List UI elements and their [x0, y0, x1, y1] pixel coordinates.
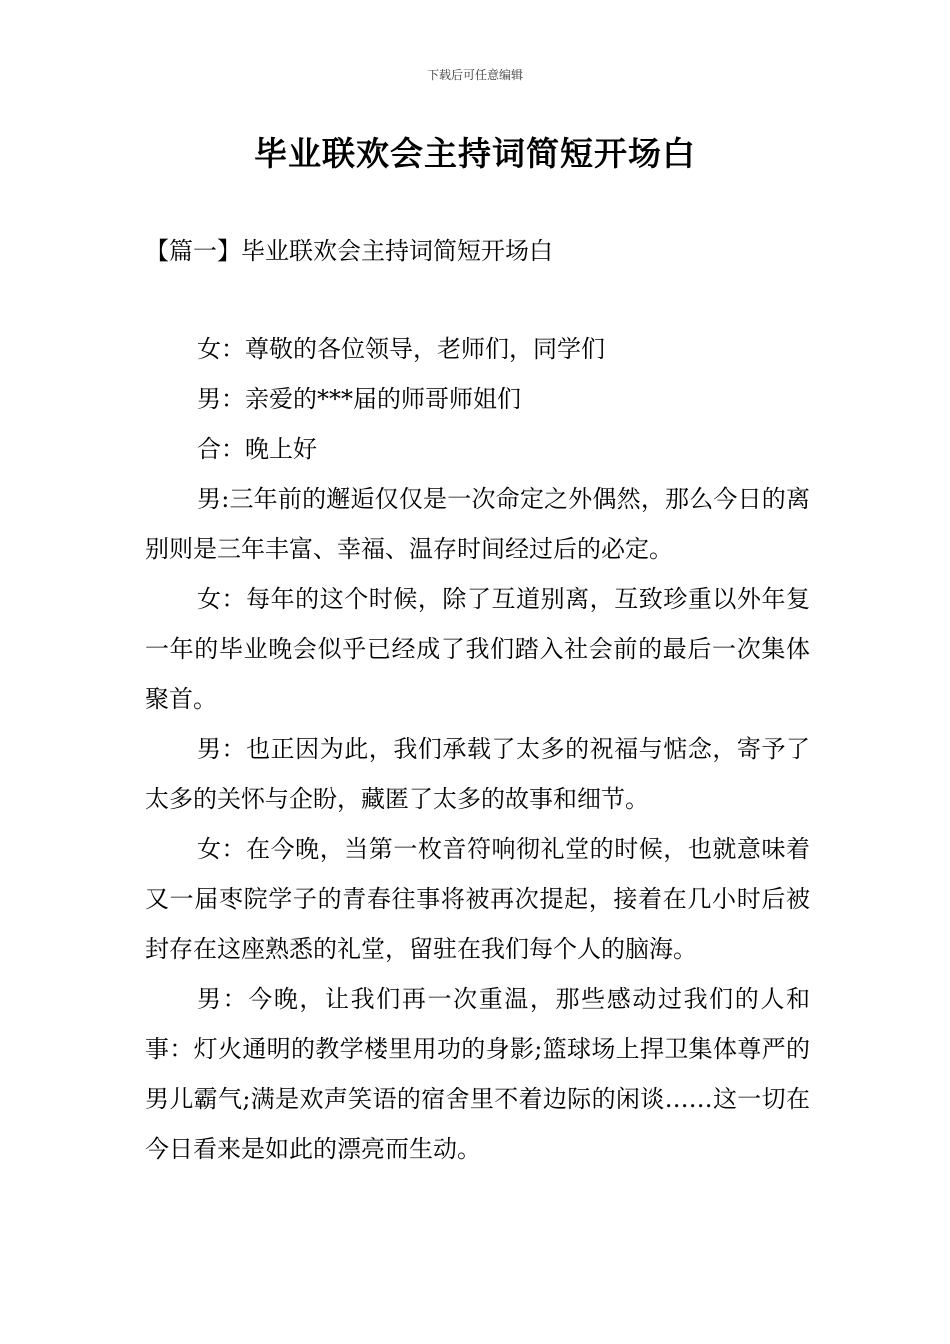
paragraph: 男：也正因为此，我们承载了太多的祝福与惦念，寄予了太多的关怀与企盼，藏匿了太多的故事和细节。 — [145, 735, 810, 813]
paragraph: 合：晚上好 — [197, 435, 317, 463]
paragraph: 女：每年的这个时候，除了互道别离，互致珍重以外年复一年的毕业晚会似乎已经成了我们踏入社会前的最后一次集体聚首。 — [145, 585, 810, 713]
paragraph: 女：尊敬的各位领导，老师们，同学们 — [197, 335, 605, 363]
section-heading: 【篇一】毕业联欢会主持词简短开场白 — [145, 237, 553, 265]
paragraph: 男：今晚，让我们再一次重温，那些感动过我们的人和事：灯火通明的教学楼里用功的身影;篮球场上捍卫集体尊严的男儿霸气;满是欢声笑语的宿舍里不着边际的闲谈……这一切在今日看来是如此的漂亮而生动。 — [145, 985, 810, 1163]
paragraph: 男:三年前的邂逅仅仅是一次命定之外偶然，那么今日的离别则是三年丰富、幸福、温存时间经过后的必定。 — [145, 485, 810, 563]
paragraph: 男：亲爱的***届的师哥师姐们 — [197, 385, 521, 413]
paragraph: 女：在今晚，当第一枚音符响彻礼堂的时候，也就意味着又一届枣院学子的青春往事将被再次提起，接着在几小时后被封存在这座熟悉的礼堂，留驻在我们每个人的脑海。 — [145, 835, 810, 963]
page-header-note: 下载后可任意编辑 — [426, 68, 523, 82]
document-body — [145, 324, 810, 1174]
document-title: 毕业联欢会主持词简短开场白 — [254, 134, 696, 173]
